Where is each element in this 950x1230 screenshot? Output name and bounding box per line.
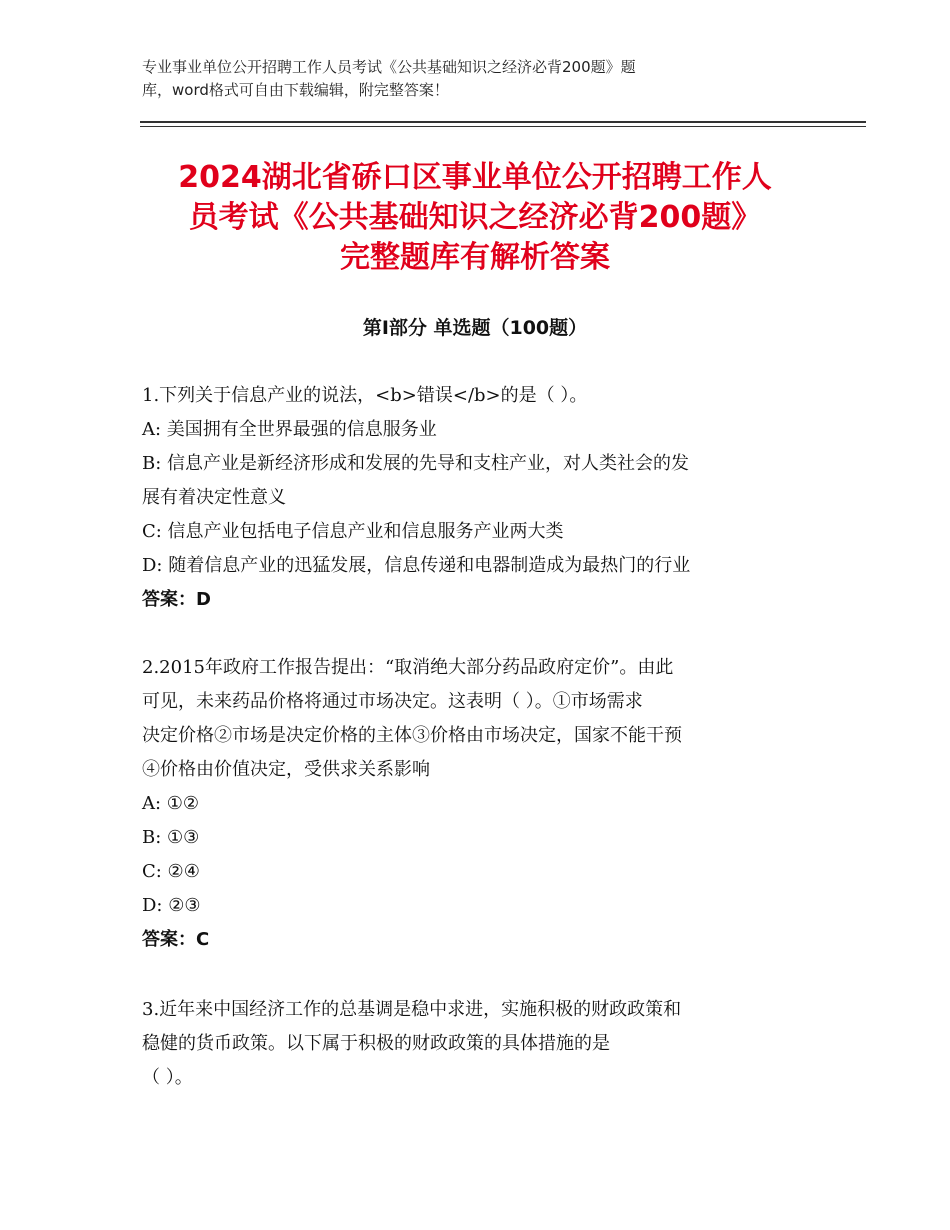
page-title [140,158,810,278]
option-a: A: 美国拥有全世界最强的信息服务业 [142,419,437,440]
question-stem: ④价格由价值决定，受供求关系影响 [142,759,430,780]
option-b: B: 信息产业是新经济形成和发展的先导和支柱产业，对人类社会的发 [142,453,690,474]
question-stem: 决定价格②市场是决定价格的主体③价格由市场决定，国家不能干预 [142,725,682,746]
question-stem: 可见，未来药品价格将通过市场决定。这表明（ ）。①市场需求 [142,691,643,712]
question-1 [142,379,810,617]
title-line: 2024湖北省硚口区事业单位公开招聘工作人 [178,160,772,195]
option-d: D: 随着信息产业的迅猛发展，信息传递和电器制造成为最热门的行业 [142,555,691,576]
header-note-line: 专业事业单位公开招聘工作人员考试《公共基础知识之经济必背200题》题 [142,58,636,76]
answer: 答案：D [142,589,211,610]
section-title: 第Ⅰ部分 单选题（100题） [362,317,588,339]
option-a: A: ①② [142,793,200,814]
option-c: C: 信息产业包括电子信息产业和信息服务产业两大类 [142,521,564,542]
question-stem: 2.2015年政府工作报告提出：“取消绝大部分药品政府定价”。由此 [142,657,674,678]
question-stem: 3.近年来中国经济工作的总基调是稳中求进，实施积极的财政政策和 [142,999,682,1020]
question-stem: 稳健的货币政策。以下属于积极的财政政策的具体措施的是 [142,1033,610,1054]
answer: 答案：C [142,929,210,950]
header-note-line: 库，word格式可自由下载编辑，附完整答案！ [142,81,449,99]
divider [140,126,866,127]
title-line: 员考试《公共基础知识之经济必背200题》 [188,200,762,235]
option-c: C: ②④ [142,861,200,882]
header-note [142,56,782,102]
question-stem: 1.下列关于信息产业的说法，<b>错误</b>的是（ ）。 [142,385,588,406]
question-stem: （ ）。 [142,1067,193,1088]
option-b: B: ①③ [142,827,200,848]
divider [140,121,866,123]
question-3 [142,993,810,1095]
option-d: D: ②③ [142,895,201,916]
question-2 [142,651,810,957]
option-b-continued: 展有着决定性意义 [142,487,286,508]
title-line: 完整题库有解析答案 [340,240,610,275]
